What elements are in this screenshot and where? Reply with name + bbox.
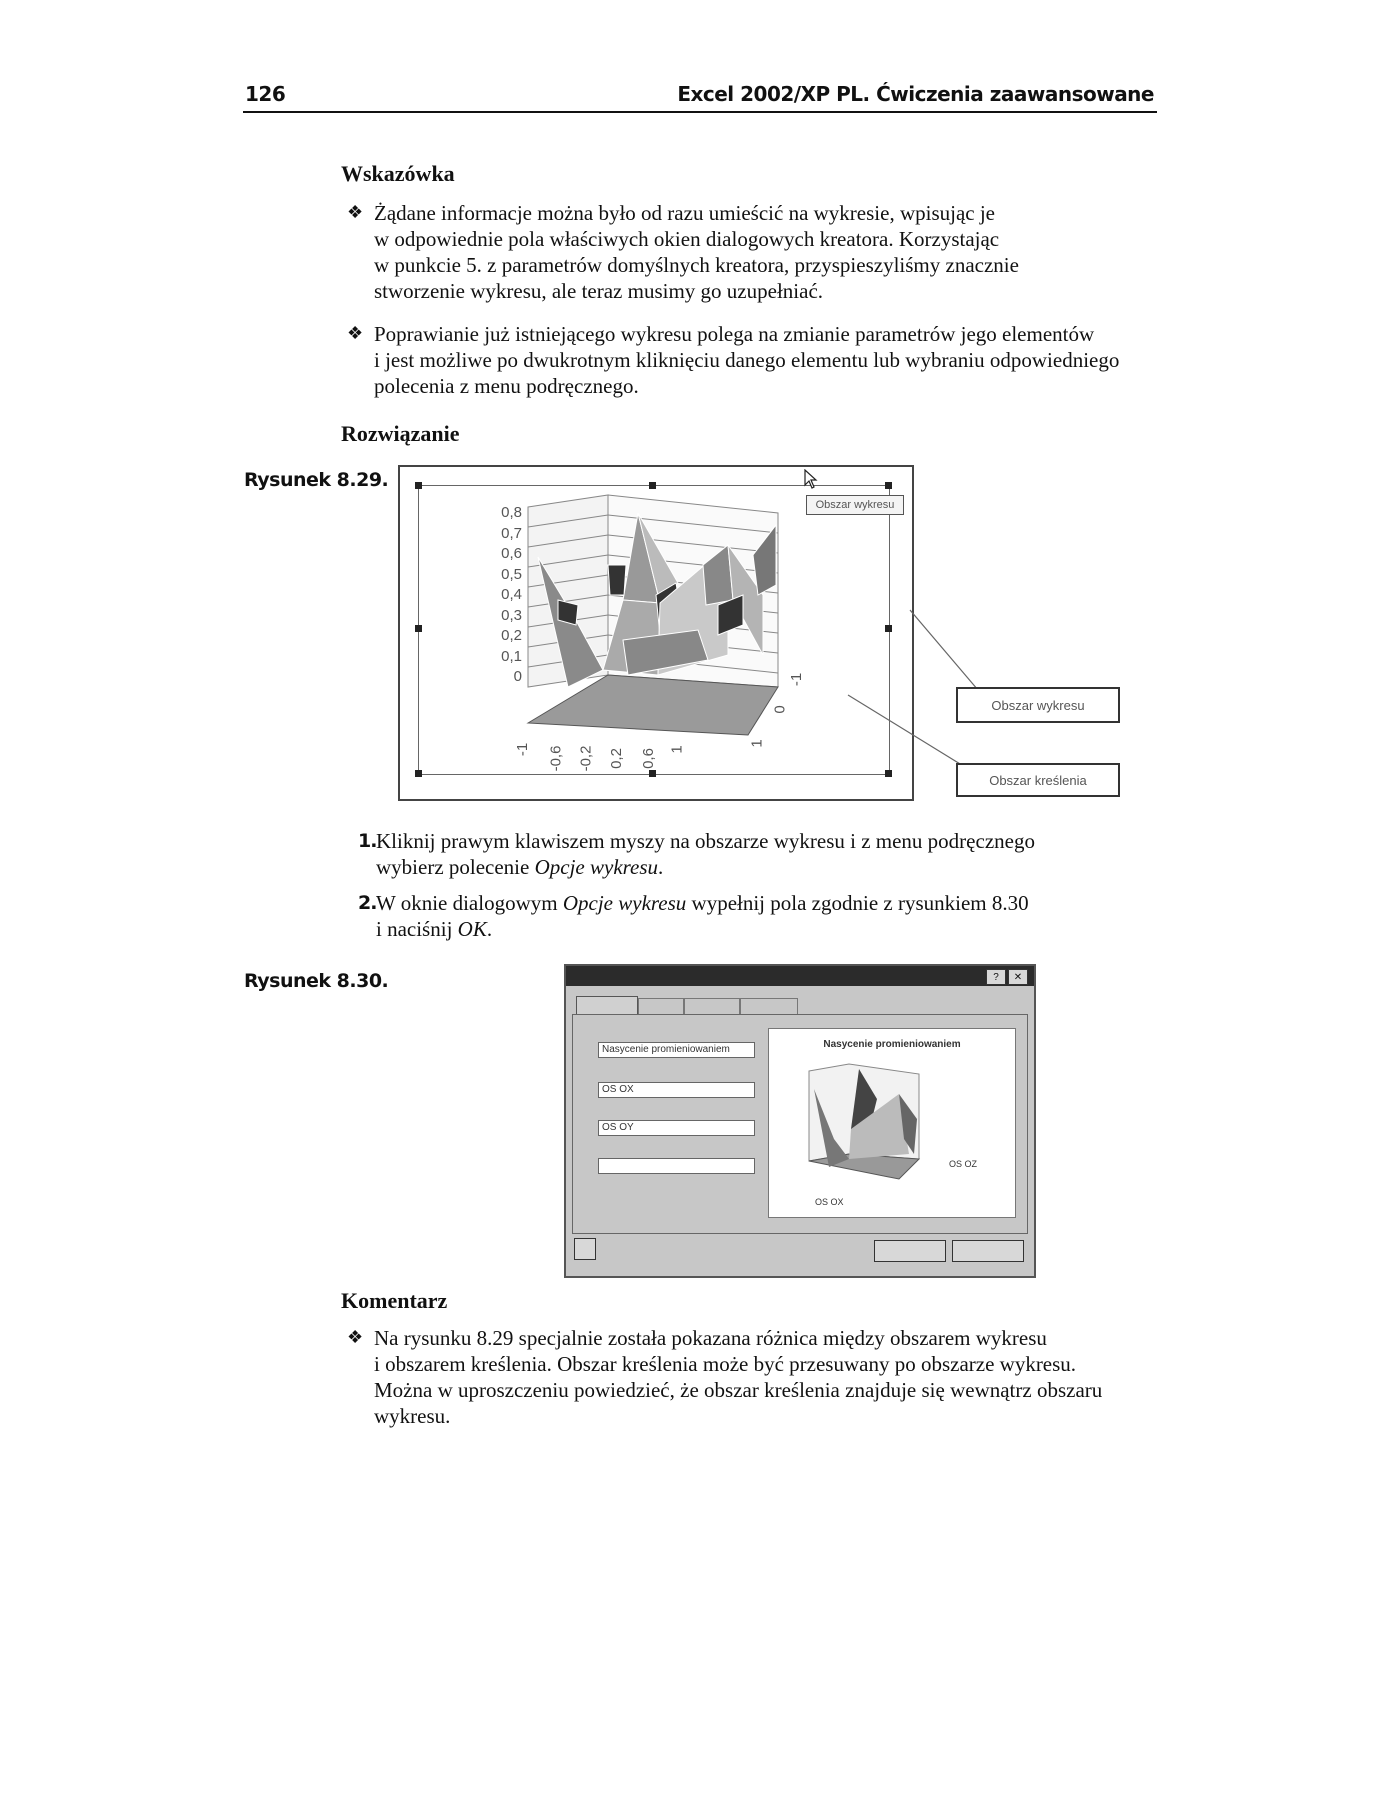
close-button[interactable]: ✕	[1008, 969, 1028, 985]
text-line: i obszarem kreślenia. Obszar kreślenia może być przesuwany po obszarze wykresu.	[374, 1352, 1077, 1376]
x-tick-label: 0,6	[639, 748, 657, 769]
callout-leaders	[398, 465, 1118, 800]
x-tick-label: -0,6	[547, 745, 565, 772]
dialog-tab[interactable]	[740, 998, 798, 1015]
text-line	[376, 854, 1138, 880]
x-axis-title-field[interactable]: OS OX	[598, 1082, 755, 1098]
z-tick-label: 0	[513, 668, 522, 685]
chart-title-field[interactable]: Nasycenie promieniowaniem	[598, 1042, 755, 1058]
callout-chart-area: Obszar wykresu	[956, 687, 1120, 723]
z-tick-label: 0,8	[501, 504, 522, 521]
dialog-tab[interactable]	[684, 998, 740, 1015]
preview-chart-title: Nasycenie promieniowaniem	[823, 1039, 961, 1050]
dialog-tab[interactable]	[638, 998, 684, 1015]
menu-command-reference: Opcje wykresu	[534, 855, 659, 879]
preview-axis-label-x: OS OX	[815, 1197, 844, 1207]
text-span: wypełnij pola zgodnie z rysunkiem 8.30	[686, 891, 1029, 915]
text-line: polecenia z menu podręcznego.	[374, 374, 639, 398]
z-axis-title-field[interactable]	[598, 1158, 755, 1174]
book-title: Excel 2002/XP PL. Ćwiczenia zaawansowane	[677, 82, 1154, 106]
text-line	[376, 890, 1138, 916]
text-line: w odpowiednie pola właściwych okien dialogowych kreatora. Korzystając	[374, 227, 1000, 251]
callout-plot-area: Obszar kreślenia	[956, 763, 1120, 797]
chart-figure	[398, 465, 1118, 800]
y-tick-label: 0	[771, 705, 789, 714]
preview-surface-graphic	[789, 1059, 969, 1199]
text-line: Poprawianie już istniejącego wykresu polega na zmianie parametrów jego elementów	[374, 322, 1095, 346]
text-line: Na rysunku 8.29 specjalnie została pokazana różnica między obszarem wykresu	[374, 1326, 1047, 1350]
text-line: Można w uproszczeniu powiedzieć, że obszar kreślenia znajduje się wewnątrz obszaru	[374, 1378, 1103, 1402]
y-axis-title-field[interactable]: OS OY	[598, 1120, 755, 1136]
chart-options-dialog	[564, 964, 1036, 1278]
text-line: w punkcie 5. z parametrów domyślnych kreatora, przyspieszyliśmy znacznie	[374, 253, 1019, 277]
diamond-bullet-icon: ❖	[347, 1327, 364, 1347]
text-span: i naciśnij	[376, 917, 458, 941]
text-span: .	[486, 917, 493, 941]
z-tick-label: 0,4	[501, 586, 522, 603]
text-line: stworzenie wykresu, ale teraz musimy go uzupełniać.	[374, 279, 824, 303]
wizard-icon[interactable]	[574, 1238, 596, 1260]
x-tick-label: 1	[668, 745, 686, 754]
text-line: Żądane informacje można było od razu umieścić na wykresie, wpisując je	[374, 201, 996, 225]
z-tick-label: 0,2	[501, 627, 522, 644]
diamond-bullet-icon: ❖	[347, 202, 364, 222]
chart-tooltip: Obszar wykresu	[806, 495, 904, 515]
dialog-tab[interactable]	[576, 996, 638, 1015]
comment-heading: Komentarz	[341, 1288, 448, 1313]
x-tick-label: -1	[514, 742, 532, 757]
ok-button[interactable]	[874, 1240, 946, 1262]
step-2	[358, 890, 1138, 942]
text-line: i jest możliwe po dwukrotnym kliknięciu danego elementu lub wybraniu odpowiedniego	[374, 348, 1120, 372]
z-tick-label: 0,7	[501, 524, 522, 542]
y-tick-label: 1	[748, 739, 766, 748]
text-span: wybierz polecenie	[376, 855, 535, 879]
y-tick-label: -1	[788, 672, 806, 687]
text-span: W oknie dialogowym	[376, 891, 563, 915]
text-line: wykresu.	[374, 1404, 451, 1428]
step-number: 1.	[358, 830, 377, 852]
dialog-name-reference: Opcje wykresu	[562, 891, 687, 915]
z-tick-label: 0,1	[501, 647, 522, 665]
hint-heading: Wskazówka	[341, 161, 455, 186]
chart-preview	[768, 1028, 1016, 1218]
header-rule	[243, 111, 1157, 113]
figure-caption: Rysunek 8.30.	[244, 970, 389, 992]
z-tick-label: 0,6	[501, 545, 522, 562]
x-tick-label: 0,2	[607, 748, 625, 769]
preview-axis-label-z: OS OZ	[949, 1159, 978, 1169]
text-line	[376, 916, 1138, 942]
z-tick-label: 0,5	[501, 565, 522, 583]
x-tick-label: -0,2	[577, 745, 595, 772]
dialog-title-bar	[566, 966, 1034, 986]
solution-heading: Rozwiązanie	[341, 421, 460, 446]
page-number: 126	[245, 82, 286, 106]
help-button[interactable]: ?	[986, 969, 1006, 985]
step-1	[358, 828, 1138, 880]
text-line: Kliknij prawym klawiszem myszy na obszarze wykresu i z menu podręcznego	[376, 829, 1035, 853]
step-number: 2.	[358, 892, 377, 914]
figure-caption: Rysunek 8.29.	[244, 469, 389, 491]
diamond-bullet-icon: ❖	[347, 323, 364, 343]
text-span: .	[658, 855, 664, 879]
button-name-reference: OK	[457, 917, 487, 941]
cancel-button[interactable]	[952, 1240, 1024, 1262]
z-tick-label: 0,3	[501, 606, 522, 624]
